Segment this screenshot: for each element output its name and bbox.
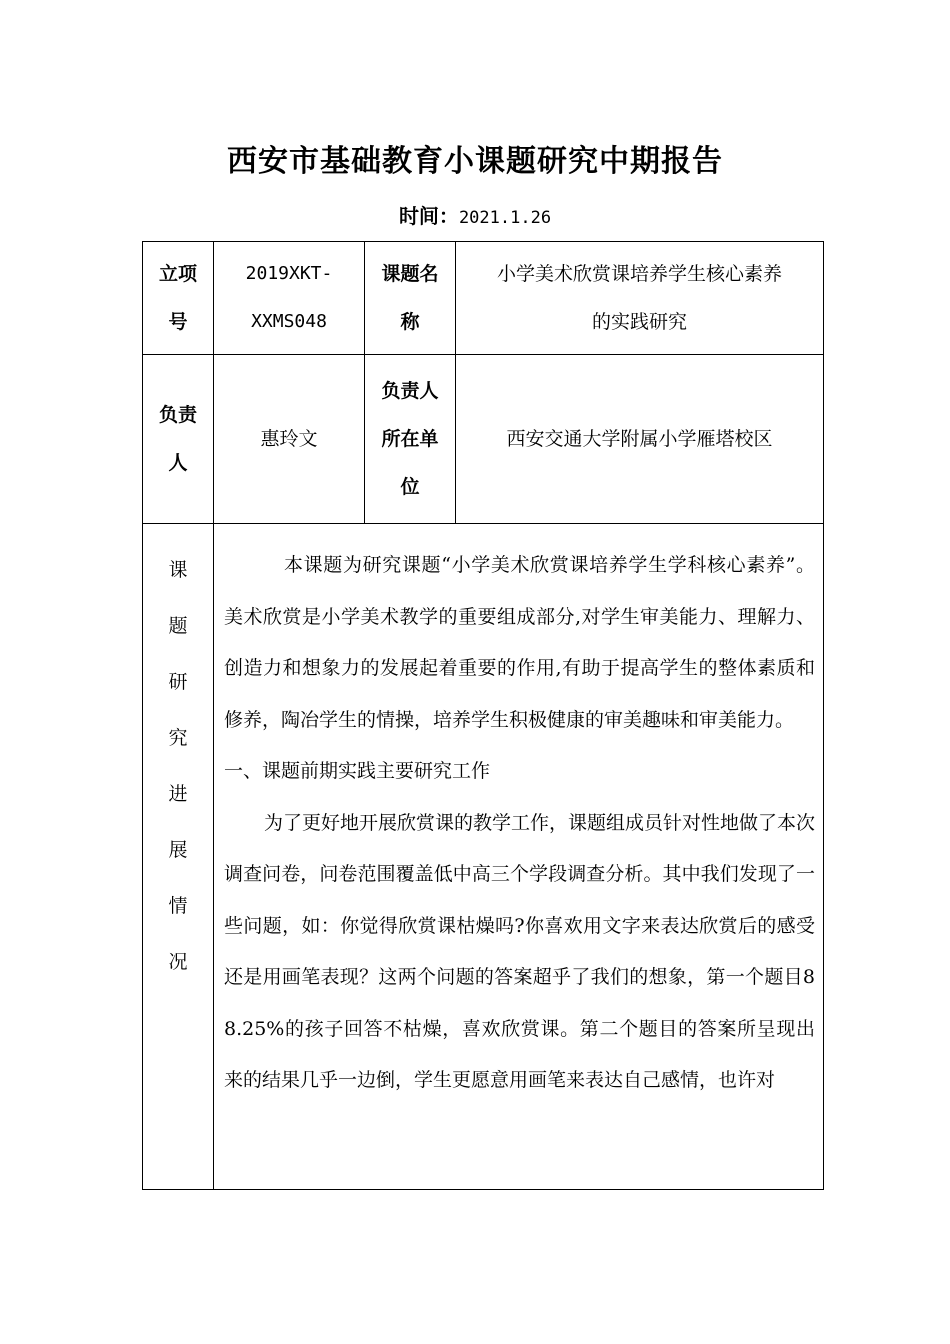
progress-paragraph: 本课题为研究课题“小学美术欣赏课培养学生学科核心素养”。美术欣赏是小学美术教学的重要组成部分,对学生审美能力、理解力、创造力和想象力的发展起着重要的作用,有助于提高学生的整体素质和修养，陶冶学生的情操，培养学生积极健康的审美趣味和审美能力。 [224, 554, 815, 731]
leader-label [143, 355, 214, 524]
unit-label-line: 位 [400, 476, 420, 498]
progress-label-char: 研 [168, 671, 188, 693]
progress-label-char: 题 [168, 615, 188, 637]
report-table [142, 241, 824, 1190]
unit-label-line: 负责人 [381, 380, 439, 402]
leader-label-line: 人 [168, 452, 188, 474]
progress-label-char: 课 [168, 559, 188, 581]
progress-label-char: 进 [168, 783, 188, 805]
project-no-value [214, 242, 365, 355]
progress-label-char: 情 [168, 895, 188, 917]
unit-label-line: 所在单 [381, 428, 439, 450]
progress-paragraph: 为了更好地开展欣赏课的教学工作，课题组成员针对性地做了本次调查问卷，问卷范围覆盖低中高三个学段调查分析。其中我们发现了一些问题，如：你觉得欣赏课枯燥吗?你喜欢用文字来表达欣赏后的感受还是用画笔表现？这两个问题的答案超乎了我们的想象，第一个题目88.25%的孩子回答不枯燥，喜欢欣赏课。第二个题目的答案所呈现出来的结果几乎一边倒，学生更愿意用画笔来表达自己感情，也许对 [224, 811, 816, 1091]
table-row [143, 524, 824, 1190]
progress-label-char: 况 [168, 951, 188, 973]
topic-value [456, 242, 824, 355]
project-no-label-line: 立项 [158, 263, 197, 285]
progress-content [214, 524, 824, 1190]
topic-value-line: 的实践研究 [591, 311, 687, 333]
progress-label-char: 究 [168, 727, 188, 749]
date-label: 时间： [398, 204, 459, 228]
leader-label-line: 负责 [158, 404, 197, 426]
project-no-value-line: XXMS048 [251, 311, 327, 332]
table-row [143, 355, 824, 524]
progress-label [143, 524, 214, 1190]
page-title: 西安市基础教育小课题研究中期报告 [227, 144, 723, 179]
project-no-value-line: 2019XKT- [245, 263, 333, 284]
progress-label-char: 展 [168, 839, 188, 861]
unit-value: 西安交通大学附属小学雁塔校区 [456, 355, 824, 524]
date-value: 2021.1.26 [458, 208, 552, 228]
report-date [0, 200, 950, 229]
table-row [143, 242, 824, 355]
project-no-label [143, 242, 214, 355]
progress-heading: 一、课题前期实践主要研究工作 [224, 760, 491, 782]
topic-value-line: 小学美术欣赏课培养学生核心素养 [496, 263, 782, 285]
topic-label [365, 242, 456, 355]
unit-label [365, 355, 456, 524]
topic-label-line: 称 [400, 311, 420, 333]
project-no-label-line: 号 [168, 311, 188, 333]
topic-label-line: 课题名 [381, 263, 439, 285]
leader-value: 惠玲文 [214, 355, 365, 524]
